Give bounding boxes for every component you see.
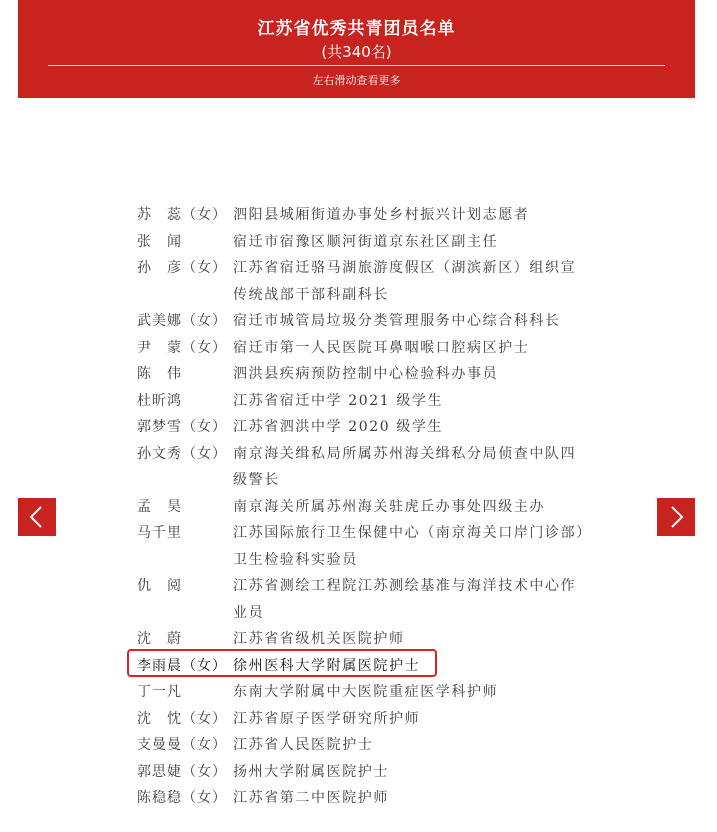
swipe-hint: 左右滑动查看更多	[312, 74, 401, 87]
member-name: 郭梦雪（女）	[137, 419, 227, 435]
next-slide-button[interactable]	[657, 498, 695, 536]
banner-title: 江苏省优秀共青团员名单	[257, 19, 456, 39]
member-name: 陈 伟	[137, 366, 182, 382]
member-name: 支曼曼（女）	[137, 737, 227, 753]
list-item	[137, 255, 587, 308]
member-role: 泗阳县城厢街道办事处乡村振兴计划志愿者	[233, 207, 530, 223]
list-item	[137, 414, 587, 441]
list-item	[137, 202, 587, 229]
member-role: 宿迁市第一人民医院耳鼻咽喉口腔病区护士	[233, 339, 530, 356]
chevron-left-icon	[18, 498, 56, 536]
member-role: 江苏省原子医学研究所护师	[233, 710, 421, 727]
chevron-right-icon	[657, 498, 695, 536]
member-name: 苏 蕊（女）	[137, 207, 227, 223]
list-item	[137, 229, 587, 256]
member-name: 陈稳稳（女）	[137, 790, 227, 806]
list-banner	[18, 0, 695, 98]
list-item	[137, 494, 587, 521]
member-name: 李雨晨（女）	[137, 657, 227, 674]
list-item	[137, 785, 587, 812]
prev-slide-button[interactable]	[18, 498, 56, 536]
member-name: 武美娜（女）	[137, 313, 227, 329]
member-name: 尹 蒙（女）	[137, 339, 227, 356]
member-name: 仇 阅	[137, 578, 182, 594]
list-item	[137, 679, 587, 706]
member-name: 孟 昊	[137, 498, 182, 515]
list-item	[137, 573, 587, 626]
member-name: 沈 蔚	[137, 631, 182, 647]
member-name: 马千里	[137, 525, 182, 541]
member-role: 江苏国际旅行卫生保健中心（南京海关口岸门诊部）卫生检验科实验员	[233, 525, 585, 568]
list-item	[137, 706, 587, 733]
list-item	[137, 759, 587, 786]
member-role: 江苏省省级机关医院护师	[233, 631, 405, 647]
member-role: 宿迁市城管局垃圾分类管理服务中心综合科科长	[233, 313, 561, 329]
member-role: 徐州医科大学附属医院护士	[233, 657, 421, 674]
member-name: 丁一凡	[137, 684, 182, 700]
list-item	[137, 388, 587, 415]
member-role: 江苏省第二中医院护师	[233, 790, 389, 806]
banner-subtitle: (共340名)	[321, 43, 392, 61]
member-name: 杜昕鸿	[137, 392, 182, 409]
member-name: 郭思婕（女）	[137, 763, 227, 780]
member-role: 江苏省泗洪中学 2020 级学生	[233, 419, 444, 435]
member-name: 张 闻	[137, 233, 182, 250]
member-role: 江苏省宿迁中学 2021 级学生	[233, 392, 444, 409]
banner-divider	[48, 65, 665, 66]
list-item	[137, 335, 587, 362]
member-role: 东南大学附属中大医院重症医学科护师	[233, 684, 499, 700]
list-item	[137, 520, 587, 573]
member-name: 孙文秀（女）	[137, 445, 227, 462]
list-item	[137, 308, 587, 335]
member-list	[137, 202, 587, 812]
member-name: 孙 彦（女）	[137, 260, 227, 276]
member-role: 江苏省测绘工程院江苏测绘基准与海洋技术中心作业员	[233, 578, 577, 621]
list-item	[137, 361, 587, 388]
member-role: 江苏省人民医院护士	[233, 737, 374, 753]
member-role: 江苏省宿迁骆马湖旅游度假区（湖滨新区）组织宣传统战部干部科副科长	[233, 260, 577, 303]
list-item	[137, 441, 587, 494]
member-role: 扬州大学附属医院护士	[233, 763, 389, 780]
member-role: 南京海关所属苏州海关驻虎丘办事处四级主办	[233, 498, 545, 515]
member-role: 泗洪县疾病预防控制中心检验科办事员	[233, 366, 499, 382]
list-item	[137, 732, 587, 759]
member-role: 宿迁市宿豫区顺河街道京东社区副主任	[233, 233, 499, 250]
highlight-marker	[127, 649, 437, 677]
member-name: 沈 忱（女）	[137, 710, 227, 727]
member-role: 南京海关缉私局所属苏州海关缉私分局侦查中队四级警长	[233, 445, 577, 488]
